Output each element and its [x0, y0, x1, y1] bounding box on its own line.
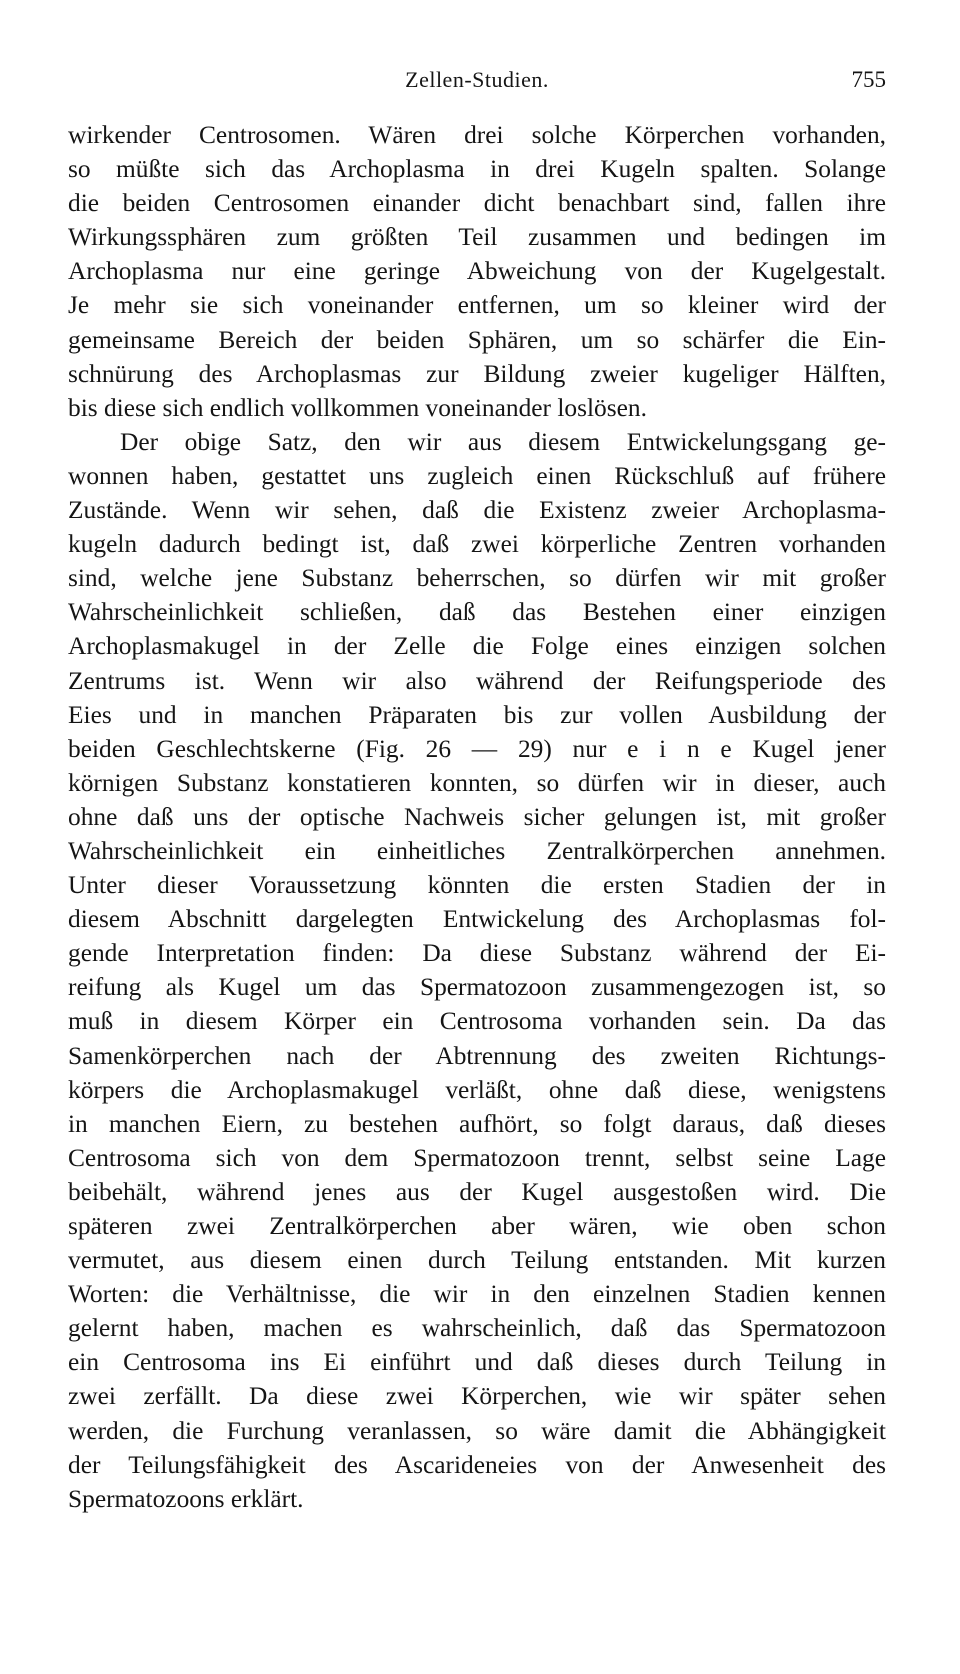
text-line: Zentrums ist. Wenn wir also während der Reifungsperiode des: [68, 666, 886, 695]
text-line: Wahrscheinlichkeit schließen, daß das Bestehen einer einzigen: [68, 598, 886, 627]
text-line: beibehält, während jenes aus der Kugel ausgestoßen wird. Die: [68, 1177, 886, 1206]
text-line: gende Interpretation finden: Da diese Substanz während der Ei-: [68, 939, 886, 968]
text-line: späteren zwei Zentralkörperchen aber wären, wie oben schon: [68, 1212, 886, 1240]
text-line: vermutet, aus diesem einen durch Teilung entstanden. Mit kurzen: [68, 1246, 886, 1275]
text-line: kugeln dadurch bedingt ist, daß zwei körperliche Zentren vorhanden: [68, 530, 886, 559]
text-line: gemeinsame Bereich der beiden Sphären, um so schärfer die Ein-: [68, 325, 886, 354]
text-line: Wahrscheinlichkeit ein einheitliches Zentralkörperchen annehmen.: [68, 836, 886, 865]
text-line: Unter dieser Voraussetzung könnten die ersten Stadien der in: [68, 871, 886, 900]
body-text: [68, 118, 886, 1516]
text-line: Je mehr sie sich voneinander entfernen, um so kleiner wird der: [68, 291, 886, 320]
text-line: bis diese sich endlich vollkommen voneinander loslösen.: [68, 393, 647, 422]
text-line: so müßte sich das Archoplasma in drei Kugeln spalten. Solange: [68, 155, 886, 184]
text-line: die beiden Centrosomen einander dicht benachbart sind, fallen ihre: [68, 189, 886, 218]
running-title: Zellen-Studien.: [405, 67, 549, 92]
text-line: schnürung des Archoplasmas zur Bildung zweier kugeliger Hälften,: [68, 359, 886, 388]
text-line: reifung als Kugel um das Spermatozoon zusammengezogen ist, so: [68, 973, 886, 1002]
text-line: Wirkungssphären zum größten Teil zusammen und bedingen im: [68, 223, 886, 252]
text-line: in manchen Eiern, zu bestehen aufhört, so folgt daraus, daß dieses: [68, 1109, 886, 1138]
text-line: ohne daß uns der optische Nachweis sicher gelungen ist, mit großer: [68, 802, 886, 831]
text-line: Eies und in manchen Präparaten bis zur vollen Ausbildung der: [68, 700, 886, 729]
text-line: wonnen haben, gestattet uns zugleich einen Rückschluß auf frühere: [68, 461, 886, 490]
running-head: [68, 62, 886, 98]
text-line: Archoplasma nur eine geringe Abweichung von der Kugelgestalt.: [68, 257, 886, 286]
text-line: Zustände. Wenn wir sehen, daß die Existenz zweier Archoplasma-: [68, 496, 886, 525]
text-line: sind, welche jene Substanz beherrschen, so dürfen wir mit großer: [68, 564, 886, 593]
text-line: körpers die Archoplasmakugel verläßt, ohne daß diese, wenigstens: [68, 1075, 886, 1104]
text-line: gelernt haben, machen es wahrscheinlich, daß das Spermatozoon: [68, 1314, 886, 1343]
text-line: Worten: die Verhältnisse, die wir in den einzelnen Stadien kennen: [68, 1280, 886, 1309]
text-line: zwei zerfällt. Da diese zwei Körperchen, wie wir später sehen: [68, 1382, 886, 1411]
text-line: körnigen Substanz konstatieren konnten, so dürfen wir in dieser, auch: [68, 768, 886, 797]
text-line: diesem Abschnitt dargelegten Entwickelung des Archoplasmas fol-: [68, 905, 886, 934]
text-line: Centrosoma sich von dem Spermatozoon trennt, selbst seine Lage: [68, 1143, 886, 1172]
text-line: werden, die Furchung veranlassen, so wäre damit die Abhängigkeit: [68, 1416, 886, 1445]
page-number: 755: [851, 67, 886, 92]
text-line: ein Centrosoma ins Ei einführt und daß dieses durch Teilung in: [68, 1348, 886, 1377]
text-line: Samenkörperchen nach der Abtrennung des zweiten Richtungs-: [68, 1041, 886, 1070]
text-line: muß in diesem Körper ein Centrosoma vorhanden sein. Da das: [68, 1007, 886, 1036]
text-line: Archoplasmakugel in der Zelle die Folge eines einzigen solchen: [68, 632, 886, 661]
text-line: Spermatozoons erklärt.: [68, 1484, 304, 1513]
text-line: wirkender Centrosomen. Wären drei solche Körperchen vorhanden,: [68, 121, 886, 149]
text-line: beiden Geschlechtskerne (Fig. 26 — 29) nur e i n e Kugel jener: [68, 734, 886, 763]
text-line: der Teilungsfähigkeit des Ascarideneies von der Anwesenheit des: [68, 1450, 886, 1479]
text-line: Der obige Satz, den wir aus diesem Entwickelungsgang ge-: [120, 427, 886, 456]
